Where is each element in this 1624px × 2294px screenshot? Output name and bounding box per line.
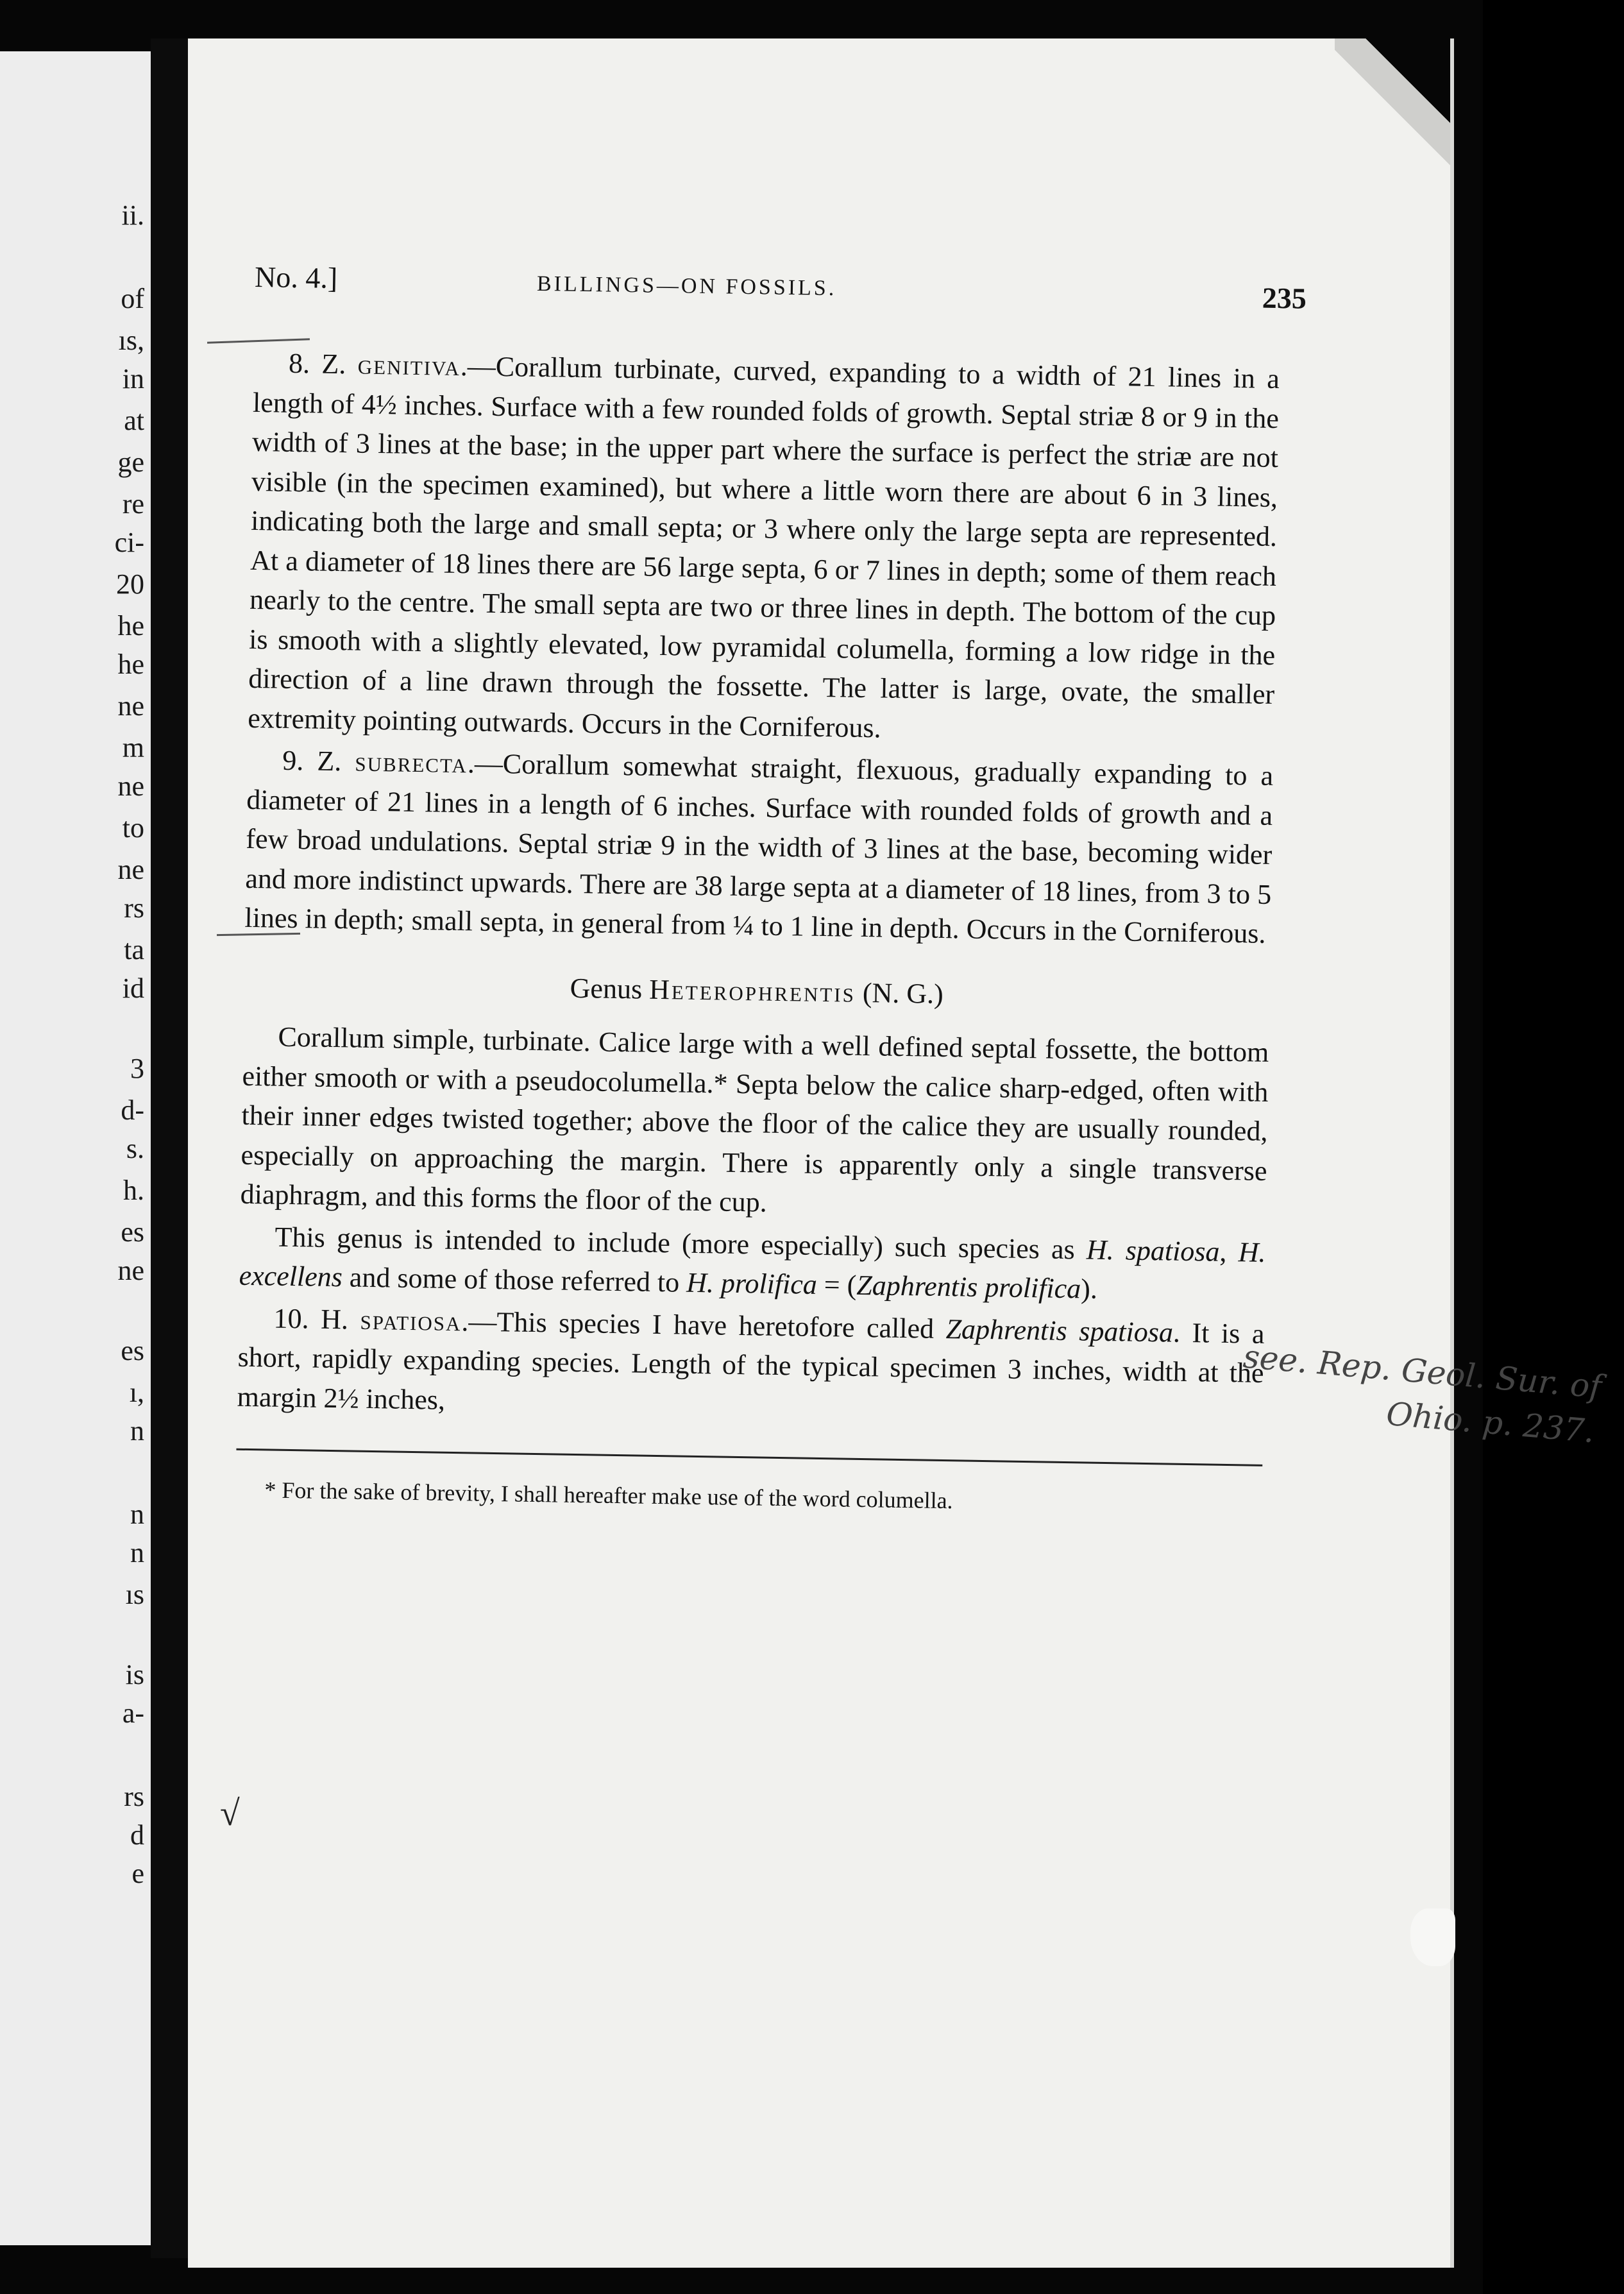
facing-page-fragment: es: [121, 1216, 144, 1248]
genus-name: Heterophrentis: [648, 973, 856, 1008]
species-ref: H. excellens: [239, 1236, 1266, 1293]
facing-page-fragment: n: [130, 1537, 144, 1568]
species-entry-spatiosa: [237, 1298, 1265, 1432]
torn-edge: [1410, 1908, 1455, 1966]
species-ref: H. prolifica: [686, 1266, 818, 1300]
facing-page-fragment: ge: [117, 446, 144, 478]
species-ref: H. spatiosa: [1086, 1234, 1220, 1268]
facing-page-fragment: to: [122, 812, 144, 844]
facing-page-fragment: ii.: [121, 200, 144, 231]
facing-page-fragment: he: [117, 610, 144, 641]
facing-page-fragment: ne: [117, 854, 144, 885]
genus-description: Corallum simple, turbinate. Calice large with a well defined septal fossette, the bottom either smooth or with a pseudocolumella.* Septa below the calice sharp-edged, often with their inner edges twisted together; above the floor of the calice they are usually rounded, especially on approaching the margin. There is apparently only a single transverse diaphragm, and this forms the floor of the cup.: [240, 1021, 1269, 1218]
genus-heading: [243, 963, 1270, 1019]
facing-page-fragment: ne: [117, 770, 144, 802]
facing-page-fragment: a-: [122, 1697, 144, 1729]
handwritten-annotation: [1238, 1334, 1603, 1454]
species-ref: Zaphrentis prolifica: [856, 1269, 1081, 1305]
facing-page-fragment: at: [124, 405, 144, 436]
facing-page-fragment: rs: [124, 892, 144, 924]
facing-page-fragment: rs: [124, 1781, 144, 1812]
species-name: genitiva: [357, 348, 461, 382]
running-title: BILLINGS—ON FOSSILS.: [536, 271, 837, 301]
facing-page-fragment: of: [121, 283, 144, 314]
facing-page-fragment: h.: [123, 1175, 144, 1206]
entry-number: 9. Z.: [282, 744, 342, 777]
facing-page-fragment: id: [122, 973, 144, 1004]
facing-page-fragment: ne: [117, 690, 144, 722]
facing-page-fragment: is: [125, 1659, 144, 1690]
entry-text: .—This species I have heretofore called: [461, 1305, 947, 1345]
facing-page-fragment: ıs: [125, 1579, 144, 1610]
facing-page-fragment: n: [130, 1499, 144, 1530]
facing-page-edge: [0, 51, 151, 2245]
species-entry-genitiva: [248, 343, 1280, 754]
text: ).: [1080, 1273, 1098, 1305]
facing-page-fragment: ı,: [129, 1377, 144, 1408]
page-number: 235: [1262, 281, 1307, 315]
page-content: [237, 38, 1603, 1514]
facing-page-fragment: 3: [130, 1053, 144, 1084]
species-ref: Zaphrentis spatiosa: [945, 1313, 1174, 1348]
facing-page-fragment: ta: [124, 934, 144, 965]
species-name: subrecta: [355, 745, 468, 779]
species-entry-subrecta: [244, 740, 1274, 954]
footnote-rule: [236, 1449, 1262, 1466]
facing-page-fragment: m: [122, 732, 144, 763]
facing-page-fragment: ıs,: [118, 325, 144, 356]
facing-page-fragment: d: [130, 1819, 144, 1851]
text: and some of those referred to: [342, 1261, 687, 1298]
facing-page-fragment: re: [122, 488, 144, 520]
genus-scope: [239, 1216, 1266, 1311]
facing-page-fragment: es: [121, 1335, 144, 1366]
facing-page-fragment: ci-: [114, 527, 144, 558]
annotation-line-2: Ohio. p. 237.: [1385, 1395, 1596, 1450]
facing-page-fragment: ne: [117, 1255, 144, 1286]
text: = (: [816, 1268, 857, 1301]
facing-page-fragment: in: [122, 363, 144, 395]
issue-number: No. 4.]: [254, 260, 338, 294]
entry-text: . It is a short, rapidly expanding species. Length of the typical specimen 3 inches, width at the margin 2½ inches,: [237, 1316, 1265, 1416]
facing-page-fragment: 20: [116, 568, 144, 600]
facing-page-fragment: d-: [121, 1094, 144, 1126]
footnote: * For the sake of brevity, I shall hereafter make use of the word columella.: [264, 1477, 953, 1514]
body-text: [235, 343, 1280, 1545]
genus-suffix: (N. G.): [862, 976, 944, 1010]
facing-page-fragment: e: [131, 1858, 144, 1889]
text: ,: [1219, 1236, 1239, 1268]
entry-text: .—Corallum somewhat straight, flexuous, gradually expanding to a diameter of 21 lines in a length of 6 inches. Surface with rounded folds of growth and a few broad undulations. Septal striæ 9 in the width of 3 lines at the base, becoming wider and more indistinct upwards. There are 38 large septa at a diameter of 18 lines, from 3 to 5 lines in depth; small septa, in general from ¼ to 1 line in depth. Occurs in the Corniferous.: [244, 747, 1274, 949]
facing-page-fragment: he: [117, 649, 144, 680]
dog-eared-corner: [1335, 38, 1450, 205]
annotation-line-1: see. Rep. Geol. Sur. of: [1242, 1338, 1603, 1406]
running-header: [254, 260, 1307, 321]
entry-text: .—Corallum turbinate, curved, expanding to a width of 21 lines in a length of 4½ inches. Surface with a few rounded folds of growth. Septal striæ 8 or 9 in the width of 3 lines at the base; in the upper part where the surface is perfect the striæ are not visible (in the specimen examined), but where a little worn there are about 6 in 3 lines, indicating both the large and small septa; or 3 where only the large septa are represented. At a diameter of 18 lines there are 56 large septa, 6 or 7 lines in depth; some of them reach nearly to the centre. The small septa are two or three lines in depth. The bottom of the cup is smooth with a slightly elevated, low pyramidal columella, forming a low ridge in the direction of a line drawn through the fossette. The latter is large, ovate, the smaller extremity pointing outwards. Occurs in the Corniferous.: [247, 350, 1280, 743]
text: This genus is intended to include (more especially) such species as: [275, 1221, 1087, 1266]
species-name: spatiosa: [360, 1304, 462, 1337]
entry-number: 8. Z.: [288, 347, 346, 380]
checkmark-icon: √: [220, 1794, 240, 1833]
facing-page-fragment: s.: [126, 1133, 144, 1164]
genus-prefix: Genus: [570, 972, 643, 1005]
facing-page-fragment: n: [130, 1415, 144, 1447]
book-gutter: [151, 38, 188, 2258]
page: [188, 38, 1603, 2268]
entry-number: 10. H.: [273, 1302, 349, 1335]
